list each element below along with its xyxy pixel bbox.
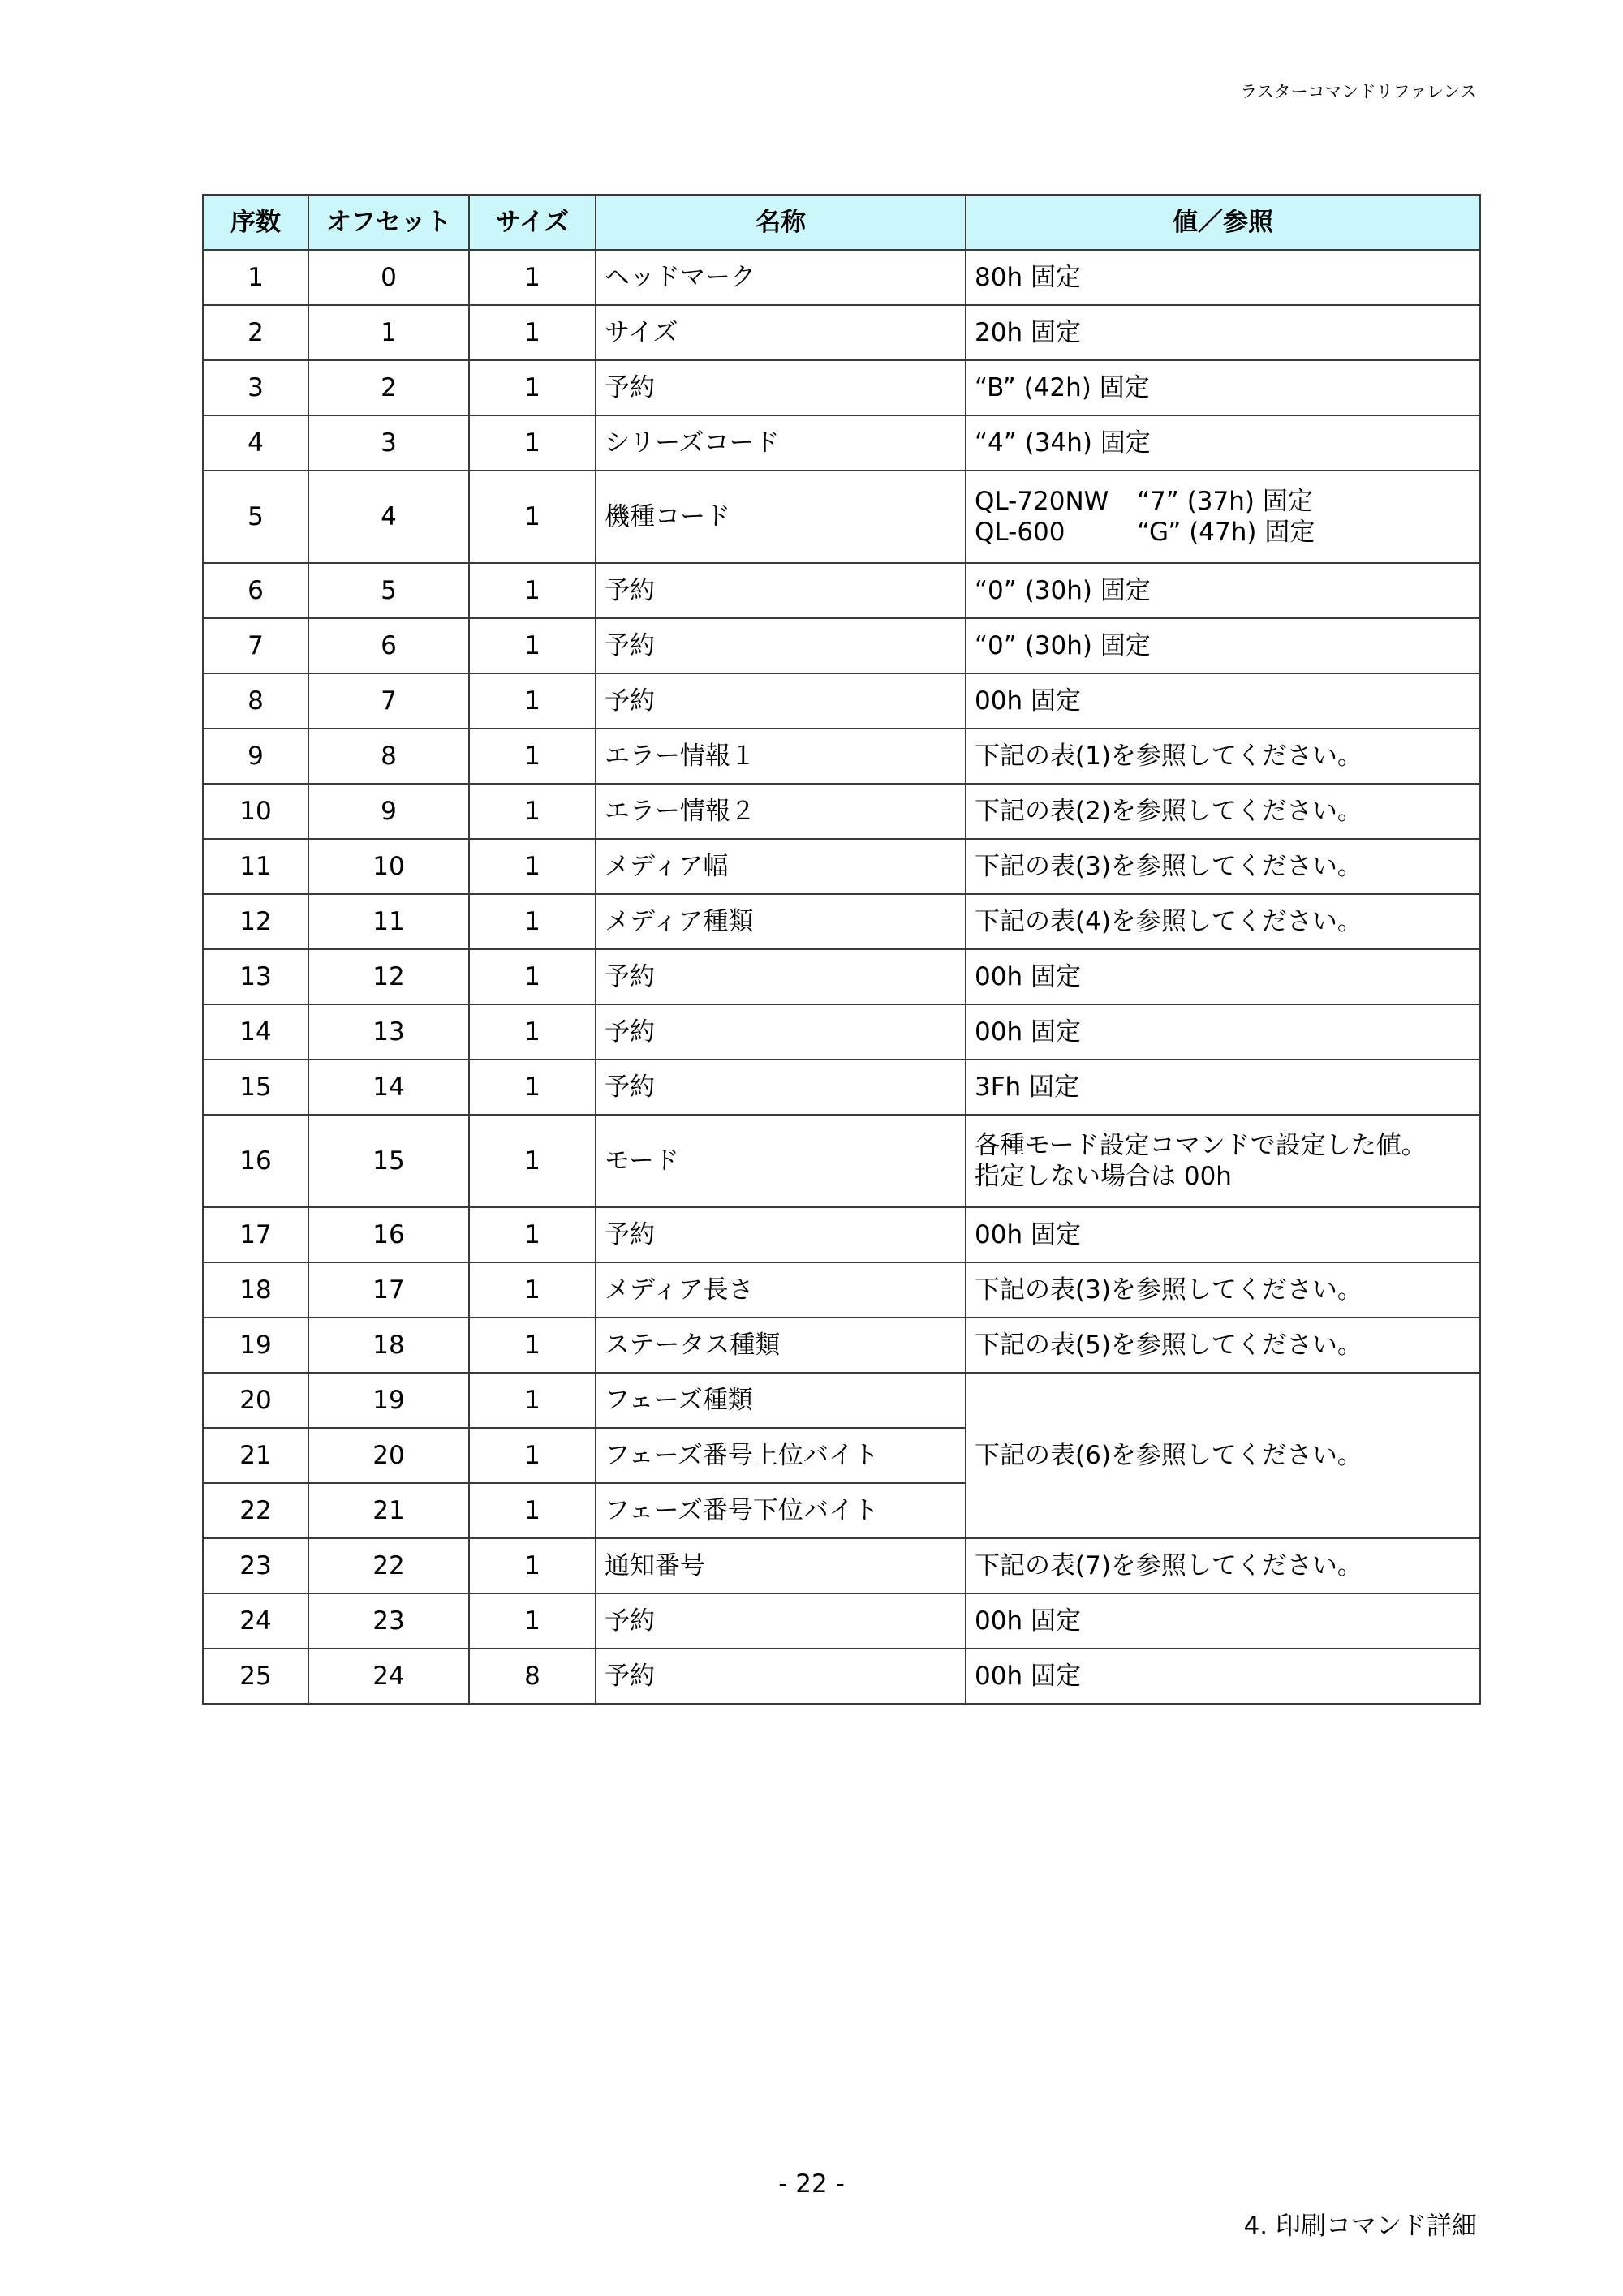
cell-offset: 17 — [308, 1262, 469, 1318]
cell-value: 00h 固定 — [966, 949, 1480, 1004]
cell-offset: 12 — [308, 949, 469, 1004]
cell-no: 17 — [203, 1207, 308, 1262]
cell-size: 1 — [469, 1207, 596, 1262]
cell-value: 下記の表(5)を参照してください。 — [966, 1318, 1480, 1373]
cell-offset: 0 — [308, 250, 469, 305]
page-number: - 22 - — [778, 2169, 845, 2199]
table-row — [203, 673, 1480, 729]
cell-offset: 23 — [308, 1593, 469, 1649]
table-row — [203, 1207, 1480, 1262]
table-row — [203, 1538, 1480, 1593]
table-row — [203, 1649, 1480, 1704]
table-row — [203, 949, 1480, 1004]
cell-size: 1 — [469, 1318, 596, 1373]
cell-offset: 16 — [308, 1207, 469, 1262]
table-row — [203, 1318, 1480, 1373]
cell-value: “B” (42h) 固定 — [966, 360, 1480, 415]
value-line: 指定しない場合は 00h — [975, 1162, 1232, 1191]
cell-name: 予約 — [596, 618, 966, 673]
cell-no: 25 — [203, 1649, 308, 1704]
table-row — [203, 839, 1480, 894]
table-row — [203, 894, 1480, 949]
table-row — [203, 1262, 1480, 1318]
running-header-title: ラスターコマンドリファレンス — [1240, 82, 1477, 101]
cell-name: エラー情報１ — [596, 729, 966, 784]
cell-size: 1 — [469, 1593, 596, 1649]
cell-offset: 14 — [308, 1060, 469, 1115]
cell-size: 1 — [469, 1538, 596, 1593]
cell-name: フェーズ番号下位バイト — [596, 1483, 966, 1538]
table-row — [203, 618, 1480, 673]
cell-no: 14 — [203, 1004, 308, 1060]
cell-name: 予約 — [596, 949, 966, 1004]
table-row — [203, 250, 1480, 305]
cell-no: 12 — [203, 894, 308, 949]
table-row — [203, 563, 1480, 618]
cell-size: 1 — [469, 1262, 596, 1318]
cell-size: 1 — [469, 839, 596, 894]
cell-offset: 11 — [308, 894, 469, 949]
cell-value: 00h 固定 — [966, 1593, 1480, 1649]
model-line — [975, 517, 1471, 548]
model-line — [975, 486, 1471, 517]
cell-name: メディア長さ — [596, 1262, 966, 1318]
section-footer-title: 4. 印刷コマンド詳細 — [1243, 2212, 1477, 2241]
cell-name: 機種コード — [596, 471, 966, 563]
cell-offset: 1 — [308, 305, 469, 360]
cell-no: 10 — [203, 784, 308, 839]
cell-size: 1 — [469, 784, 596, 839]
cell-size: 1 — [469, 250, 596, 305]
header-value: 値／参照 — [966, 195, 1480, 250]
cell-no: 21 — [203, 1428, 308, 1483]
cell-value: 下記の表(4)を参照してください。 — [966, 894, 1480, 949]
table-header-row — [203, 195, 1480, 250]
cell-name: 予約 — [596, 360, 966, 415]
cell-value: 下記の表(7)を参照してください。 — [966, 1538, 1480, 1593]
cell-offset: 18 — [308, 1318, 469, 1373]
cell-name: サイズ — [596, 305, 966, 360]
cell-value: 00h 固定 — [966, 1207, 1480, 1262]
cell-value: 下記の表(1)を参照してください。 — [966, 729, 1480, 784]
cell-no: 7 — [203, 618, 308, 673]
cell-offset: 20 — [308, 1428, 469, 1483]
cell-value: 00h 固定 — [966, 1649, 1480, 1704]
cell-size: 1 — [469, 1060, 596, 1115]
cell-name: 予約 — [596, 1060, 966, 1115]
cell-value: 80h 固定 — [966, 250, 1480, 305]
cell-value: “0” (30h) 固定 — [966, 563, 1480, 618]
cell-size: 1 — [469, 1115, 596, 1207]
header-name: 名称 — [596, 195, 966, 250]
cell-size: 1 — [469, 1004, 596, 1060]
cell-value: 下記の表(3)を参照してください。 — [966, 839, 1480, 894]
model-code: “G” (47h) 固定 — [1137, 518, 1315, 547]
cell-size: 1 — [469, 415, 596, 471]
cell-offset: 8 — [308, 729, 469, 784]
cell-name: メディア種類 — [596, 894, 966, 949]
cell-no: 2 — [203, 305, 308, 360]
cell-name: モード — [596, 1115, 966, 1207]
cell-no: 3 — [203, 360, 308, 415]
cell-name: エラー情報２ — [596, 784, 966, 839]
cell-no: 6 — [203, 563, 308, 618]
cell-value: 00h 固定 — [966, 1004, 1480, 1060]
cell-name: 予約 — [596, 1004, 966, 1060]
cell-size: 1 — [469, 894, 596, 949]
cell-no: 9 — [203, 729, 308, 784]
cell-size: 1 — [469, 360, 596, 415]
table-row — [203, 471, 1480, 563]
cell-no: 1 — [203, 250, 308, 305]
cell-value: 20h 固定 — [966, 305, 1480, 360]
cell-no: 8 — [203, 673, 308, 729]
value-line: 各種モード設定コマンドで設定した値。 — [975, 1131, 1427, 1160]
cell-no: 18 — [203, 1262, 308, 1318]
cell-name: ヘッドマーク — [596, 250, 966, 305]
model-name: QL-600 — [975, 518, 1065, 547]
cell-no: 24 — [203, 1593, 308, 1649]
cell-no: 22 — [203, 1483, 308, 1538]
cell-offset: 3 — [308, 415, 469, 471]
cell-offset: 22 — [308, 1538, 469, 1593]
cell-no: 23 — [203, 1538, 308, 1593]
cell-value: 3Fh 固定 — [966, 1060, 1480, 1115]
cell-offset: 7 — [308, 673, 469, 729]
model-code: “7” (37h) 固定 — [1137, 487, 1313, 516]
header-size: サイズ — [469, 195, 596, 250]
table-row — [203, 360, 1480, 415]
cell-value-models — [966, 471, 1480, 563]
cell-offset: 4 — [308, 471, 469, 563]
cell-size: 1 — [469, 563, 596, 618]
cell-no: 20 — [203, 1373, 308, 1428]
cell-offset: 24 — [308, 1649, 469, 1704]
cell-name: 予約 — [596, 1207, 966, 1262]
cell-offset: 5 — [308, 563, 469, 618]
table-row — [203, 1593, 1480, 1649]
cell-value: “4” (34h) 固定 — [966, 415, 1480, 471]
cell-name: フェーズ番号上位バイト — [596, 1428, 966, 1483]
cell-size: 1 — [469, 1428, 596, 1483]
cell-name: 通知番号 — [596, 1538, 966, 1593]
header-no: 序数 — [203, 195, 308, 250]
cell-no: 19 — [203, 1318, 308, 1373]
cell-offset: 19 — [308, 1373, 469, 1428]
table-row — [203, 729, 1480, 784]
cell-offset: 6 — [308, 618, 469, 673]
cell-value-multiline — [966, 1115, 1480, 1207]
cell-size: 1 — [469, 949, 596, 1004]
cell-name: ステータス種類 — [596, 1318, 966, 1373]
cell-size: 1 — [469, 1373, 596, 1428]
cell-name: シリーズコード — [596, 415, 966, 471]
cell-value: 下記の表(2)を参照してください。 — [966, 784, 1480, 839]
status-info-table — [202, 194, 1481, 1705]
cell-no: 16 — [203, 1115, 308, 1207]
table-row — [203, 1060, 1480, 1115]
table-row — [203, 415, 1480, 471]
table-row — [203, 1373, 1480, 1428]
cell-size: 1 — [469, 618, 596, 673]
cell-no: 5 — [203, 471, 308, 563]
cell-name: フェーズ種類 — [596, 1373, 966, 1428]
cell-name: 予約 — [596, 563, 966, 618]
cell-size: 1 — [469, 673, 596, 729]
cell-value: 下記の表(3)を参照してください。 — [966, 1262, 1480, 1318]
cell-name: メディア幅 — [596, 839, 966, 894]
cell-name: 予約 — [596, 673, 966, 729]
cell-no: 4 — [203, 415, 308, 471]
cell-offset: 2 — [308, 360, 469, 415]
cell-name: 予約 — [596, 1649, 966, 1704]
cell-no: 15 — [203, 1060, 308, 1115]
cell-offset: 13 — [308, 1004, 469, 1060]
table-row — [203, 784, 1480, 839]
cell-size: 1 — [469, 729, 596, 784]
cell-no: 13 — [203, 949, 308, 1004]
cell-no: 11 — [203, 839, 308, 894]
cell-size: 1 — [469, 1483, 596, 1538]
cell-offset: 15 — [308, 1115, 469, 1207]
table-row — [203, 1115, 1480, 1207]
cell-value-merged: 下記の表(6)を参照してください。 — [966, 1373, 1480, 1538]
cell-offset: 10 — [308, 839, 469, 894]
cell-size: 8 — [469, 1649, 596, 1704]
cell-offset: 9 — [308, 784, 469, 839]
cell-size: 1 — [469, 305, 596, 360]
header-offset: オフセット — [308, 195, 469, 250]
cell-value: 00h 固定 — [966, 673, 1480, 729]
table-row — [203, 1004, 1480, 1060]
model-name: QL-720NW — [975, 487, 1109, 516]
cell-offset: 21 — [308, 1483, 469, 1538]
cell-size: 1 — [469, 471, 596, 563]
table-row — [203, 305, 1480, 360]
cell-name: 予約 — [596, 1593, 966, 1649]
cell-value: “0” (30h) 固定 — [966, 618, 1480, 673]
